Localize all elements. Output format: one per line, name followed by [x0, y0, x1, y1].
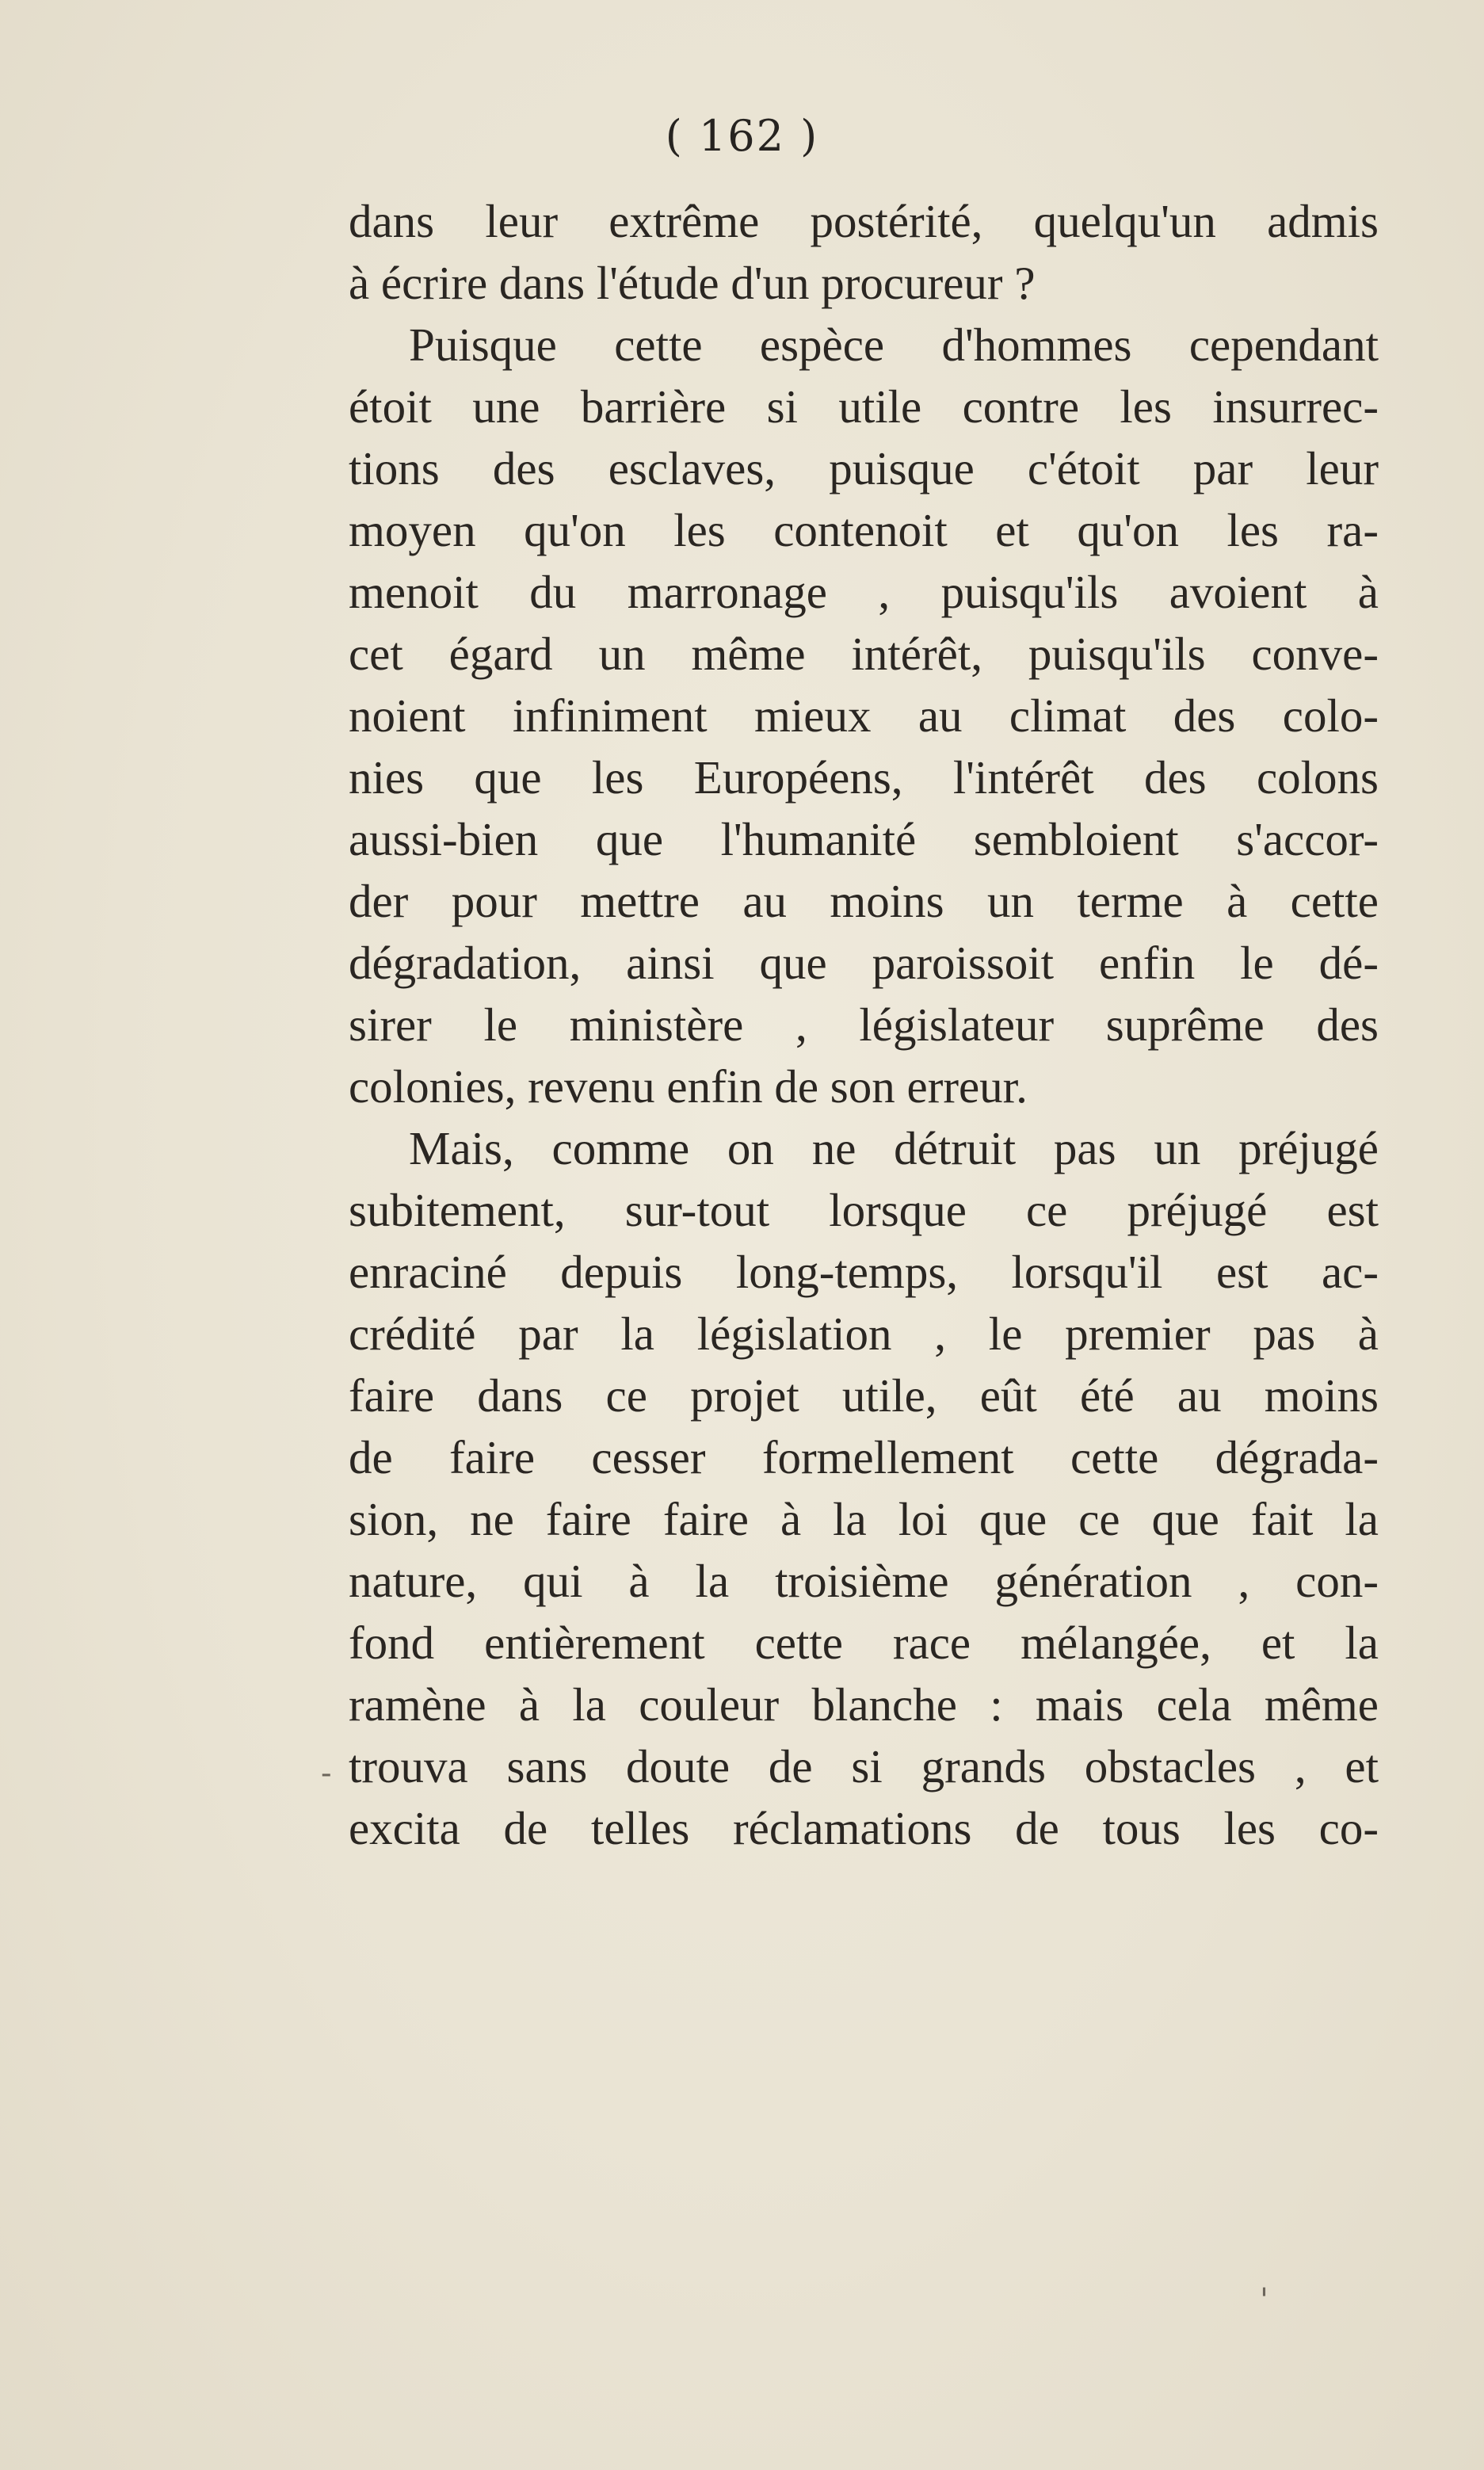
text-line: colonies, revenu enfin de son erreur. [349, 1060, 1028, 1113]
text-line: sirer le ministère , législateur suprême des [349, 998, 1379, 1051]
text-line: enraciné depuis long-temps, lorsqu'il est ac- [349, 1246, 1379, 1298]
text-line: der pour mettre au moins un terme à cette [349, 875, 1379, 927]
text-line: excita de telles réclamations de tous les co- [349, 1802, 1379, 1854]
text-line: nature, qui à la troisième génération , con- [349, 1555, 1379, 1607]
body-text [349, 190, 1379, 1859]
text-line: Puisque cette espèce d'hommes cependant [409, 319, 1379, 371]
text-line: ramène à la couleur blanche : mais cela même [349, 1678, 1379, 1731]
text-line: nies que les Européens, l'intérêt des colons [349, 751, 1379, 804]
text-line: tions des esclaves, puisque c'étoit par leur [349, 442, 1379, 494]
text-line: fond entièrement cette race mélangée, et la [349, 1617, 1379, 1669]
text-line: crédité par la législation , le premier pas à [349, 1308, 1379, 1360]
text-line: de faire cesser formellement cette dégrada- [349, 1431, 1379, 1483]
text-line: étoit une barrière si utile contre les insurrec- [349, 380, 1379, 433]
text-line: sion, ne faire faire à la loi que ce que fait la [349, 1493, 1379, 1545]
text-line: faire dans ce projet utile, eût été au moins [349, 1369, 1379, 1422]
text-line: cet égard un même intérêt, puisqu'ils conve- [349, 628, 1379, 680]
text-line: menoit du marronage , puisqu'ils avoient à [349, 566, 1379, 618]
text-line: trouva sans doute de si grands obstacles , et [349, 1740, 1379, 1792]
margin-dash-mark: - [321, 1755, 332, 1792]
text-line: à écrire dans l'étude d'un procureur ? [349, 257, 1036, 309]
page-number: ( 162 ) [665, 111, 819, 161]
ink-speck-mark: ' [1260, 2282, 1268, 2319]
text-line: aussi-bien que l'humanité sembloient s'accor- [349, 813, 1379, 865]
text-line: subitement, sur-tout lorsque ce préjugé est [349, 1184, 1379, 1236]
text-line: noient infiniment mieux au climat des colo- [349, 689, 1379, 742]
text-line: moyen qu'on les contenoit et qu'on les ra- [349, 504, 1379, 556]
text-line: Mais, comme on ne détruit pas un préjugé [409, 1122, 1379, 1174]
text-line: dans leur extrême postérité, quelqu'un admis [349, 195, 1379, 247]
text-line: dégradation, ainsi que paroissoit enfin le dé- [349, 937, 1379, 989]
